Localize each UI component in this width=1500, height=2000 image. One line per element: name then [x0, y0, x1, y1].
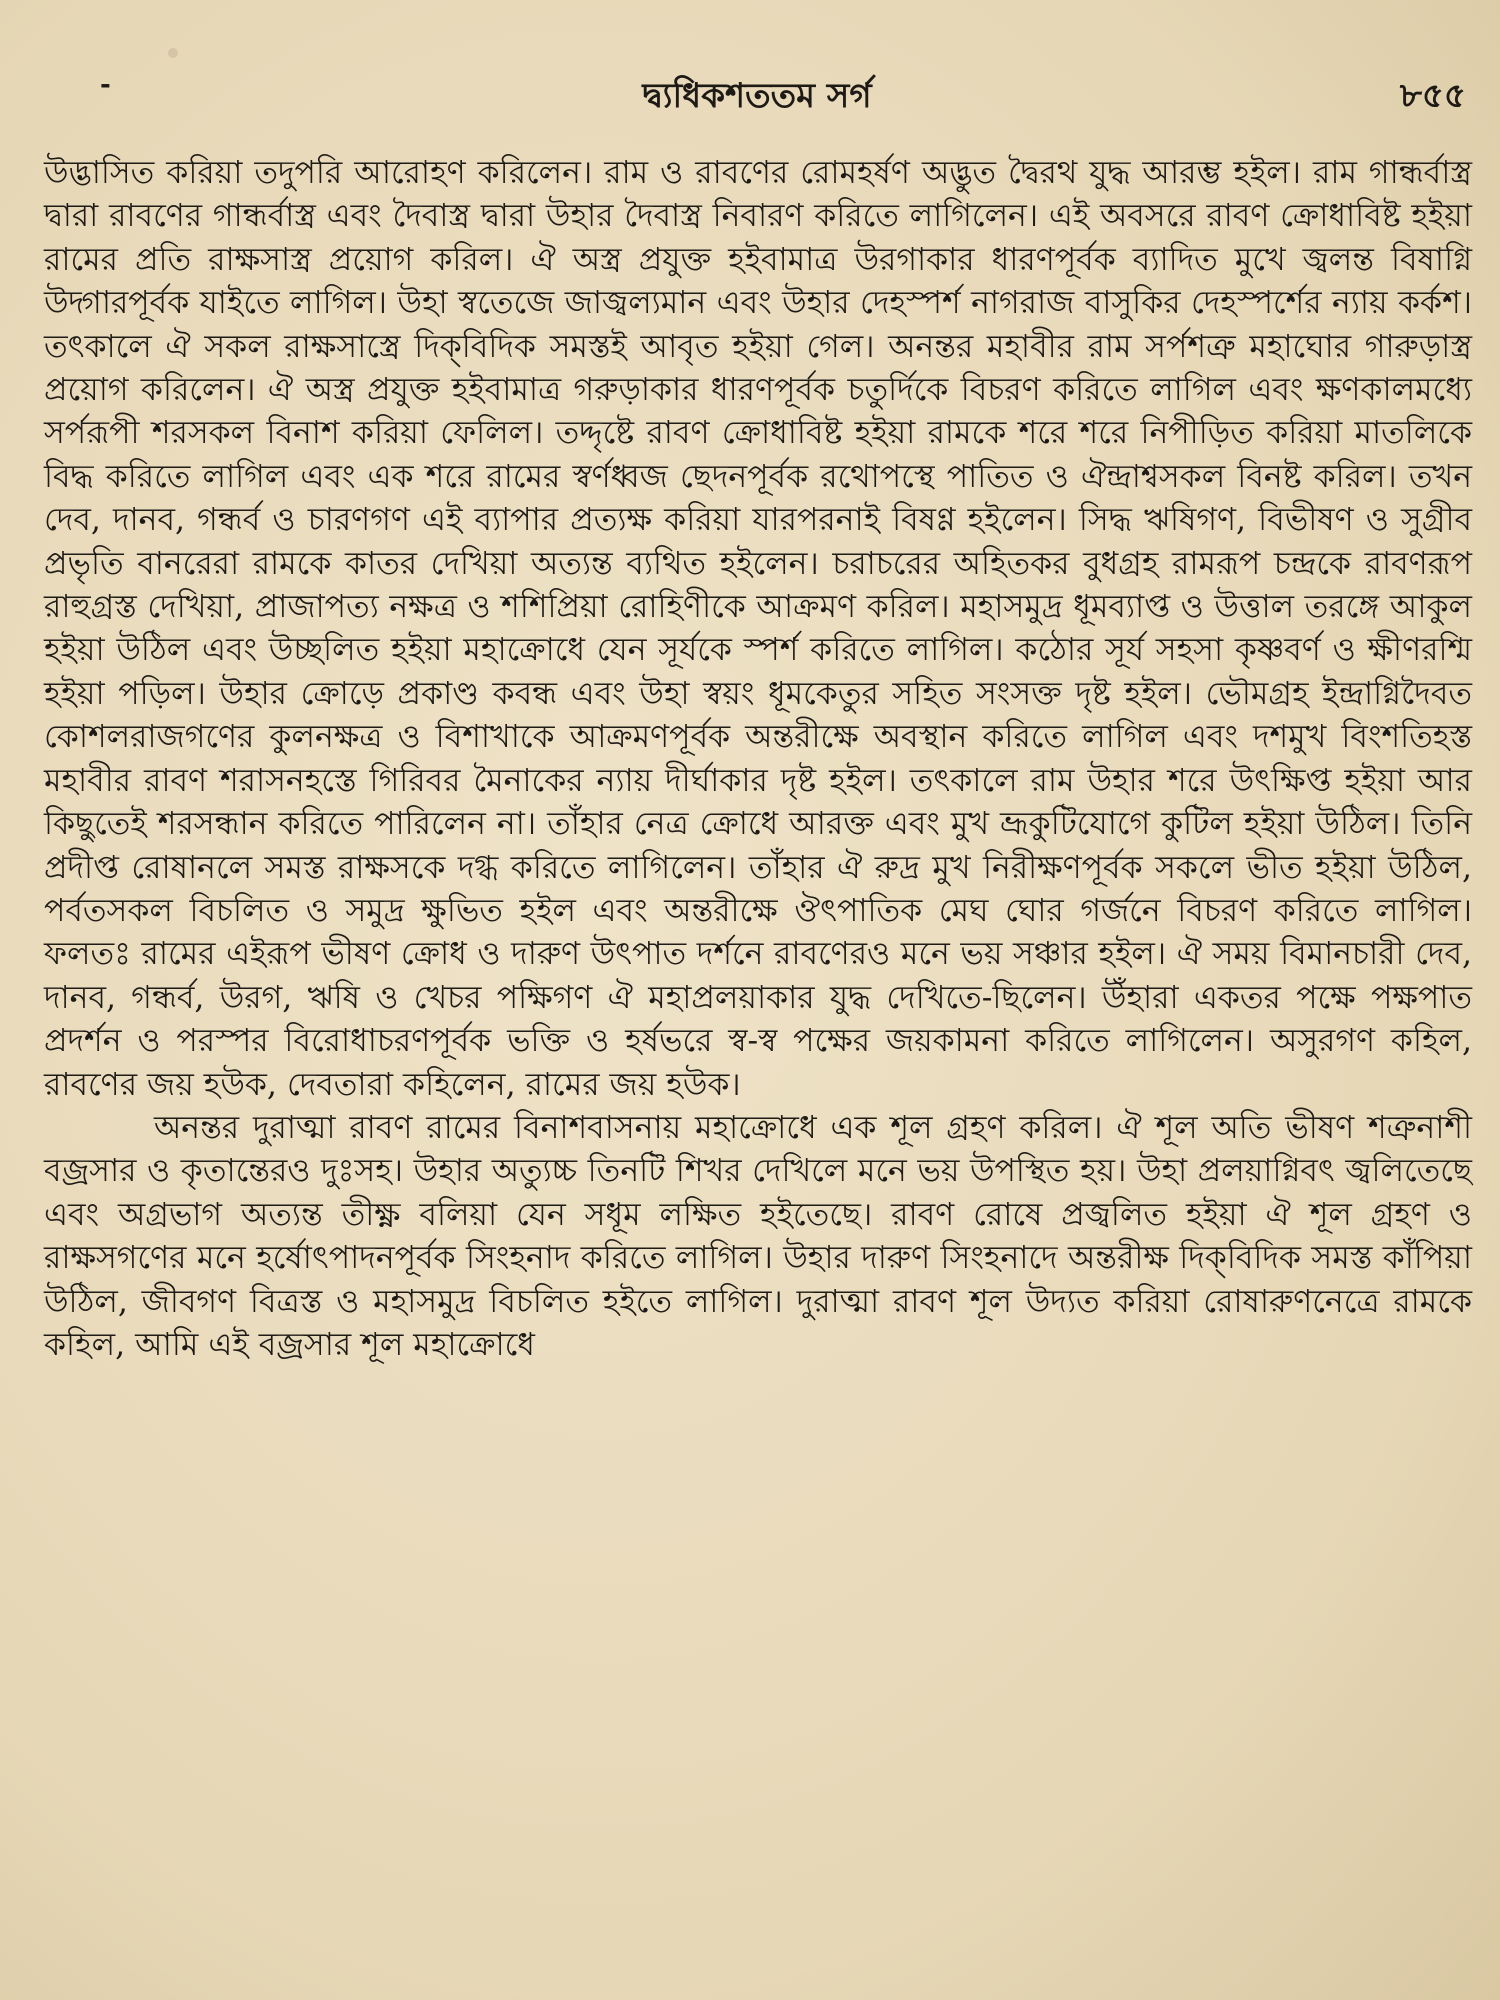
page-header [44, 62, 1470, 122]
header-dash: - [100, 70, 111, 100]
paragraph-2: অনন্তর দুরাত্মা রাবণ রামের বিনাশবাসনায় মহাক্রোধে এক শূল গ্রহণ করিল। ঐ শূল অতি ভীষণ শত্রুনাশী বজ্রসার ও কৃতান্তেরও দুঃসহ। উহার অত্যুচ্চ তিনটি শিখর দেখিলে মনে ভয় উপস্থিত হয়। উহা প্রলয়াগ্নিবৎ জ্বলিতেছে এবং অগ্রভাগ অত্যন্ত তীক্ষ্ণ বলিয়া যেন সধূম লক্ষিত হইতেছে। রাবণ রোষে প্রজ্বলিত হইয়া ঐ শূল গ্রহণ ও রাক্ষসগণের মনে হর্ষোৎপাদনপূর্বক সিংহনাদ করিতে লাগিল। উহার দারুণ সিংহনাদে অন্তরীক্ষ দিক্‌বিদিক সমস্ত কাঁপিয়া উঠিল, জীবগণ বিত্রস্ত ও মহাসমুদ্র বিচলিত হইতে লাগিল। দুরাত্মা রাবণ শূল উদ্যত করিয়া রোষারুণনেত্রে রামকে কহিল, আমি এই বজ্রসার শূল মহাক্রোধে [44, 1109, 1472, 1363]
paragraph-1: উদ্ভাসিত করিয়া তদুপরি আরোহণ করিলেন। রাম ও রাবণের রোমহর্ষণ অদ্ভুত দ্বৈরথ যুদ্ধ আরম্ভ হইল। রাম গান্ধর্বাস্ত্র দ্বারা রাবণের গান্ধর্বাস্ত্র এবং দৈবাস্ত্র দ্বারা উহার দৈবাস্ত্র নিবারণ করিতে লাগিলেন। এই অবসরে রাবণ ক্রোধাবিষ্ট হইয়া রামের প্রতি রাক্ষসাস্ত্র প্রয়োগ করিল। ঐ অস্ত্র প্রযুক্ত হইবামাত্র উরগাকার ধারণপূর্বক ব্যাদিত মুখে জ্বলন্ত বিষাগ্নি উদ্গারপূর্বক যাইতে লাগিল। উহা স্বতেজে জাজ্বল্যমান এবং উহার দেহস্পর্শ নাগরাজ বাসুকির দেহস্পর্শের ন্যায় কর্কশ। তৎকালে ঐ সকল রাক্ষসাস্ত্রে দিক্‌বিদিক সমস্তই আবৃত হইয়া গেল। অনন্তর মহাবীর রাম সর্পশত্রু মহাঘোর গারুড়াস্ত্র প্রয়োগ করিলেন। ঐ অস্ত্র প্রযুক্ত হইবামাত্র গরুড়াকার ধারণপূর্বক চতুর্দিকে বিচরণ করিতে লাগিল এবং ক্ষণকালমধ্যে সর্পরূপী শরসকল বিনাশ করিয়া ফেলিল। তদ্দৃষ্টে রাবণ ক্রোধাবিষ্ট হইয়া রামকে শরে শরে নিপীড়িত করিয়া মাতলিকে বিদ্ধ করিতে লাগিল এবং এক শরে রামের স্বর্ণধ্বজ ছেদনপূর্বক রথোপস্থে পাতিত ও ঐন্দ্রাশ্বসকল বিনষ্ট করিল। তখন দেব, দানব, গন্ধর্ব ও চারণগণ এই ব্যাপার প্রত্যক্ষ করিয়া যারপরনাই বিষণ্ণ হইলেন। সিদ্ধ ঋষিগণ, বিভীষণ ও সুগ্রীব প্রভৃতি বানরেরা রামকে কাতর দেখিয়া অত্যন্ত ব্যথিত হইলেন। চরাচরের অহিতকর বুধগ্রহ রামরূপ চন্দ্রকে রাবণরূপ রাহুগ্রস্ত দেখিয়া, প্রাজাপত্য নক্ষত্র ও শশিপ্রিয়া রোহিণীকে আক্রমণ করিল। মহাসমুদ্র ধূমব্যাপ্ত ও উত্তাল তরঙ্গে আকুল হইয়া উঠিল এবং উচ্ছলিত হইয়া মহাক্রোধে যেন সূর্যকে স্পর্শ করিতে লাগিল। কঠোর সূর্য সহসা কৃষ্ণবর্ণ ও ক্ষীণরশ্মি হইয়া পড়িল। উহার ক্রোড়ে প্রকাণ্ড কবন্ধ এবং উহা স্বয়ং ধূমকেতুর সহিত সংসক্ত দৃষ্ট হইল। ভৌমগ্রহ ইন্দ্রাগ্নিদৈবত কোশলরাজগণের কুলনক্ষত্র ও বিশাখাকে আক্রমণপূর্বক অন্তরীক্ষে অবস্থান করিতে লাগিল এবং দশমুখ বিংশতিহস্ত মহাবীর রাবণ শরাসনহস্তে গিরিবর মৈনাকের ন্যায় দীর্ঘাকার দৃষ্ট হইল। তৎকালে রাম উহার শরে উৎক্ষিপ্ত হইয়া আর কিছুতেই শরসন্ধান করিতে পারিলেন না। তাঁহার নেত্র ক্রোধে আরক্ত এবং মুখ ভ্রূকুটিযোগে কুটিল হইয়া উঠিল। তিনি প্রদীপ্ত রোষানলে সমস্ত রাক্ষসকে দগ্ধ করিতে লাগিলেন। তাঁহার ঐ রুদ্র মুখ নিরীক্ষণপূর্বক সকলে ভীত হইয়া উঠিল, পর্বতসকল বিচলিত ও সমুদ্র ক্ষুভিত হইল এবং অন্তরীক্ষে ঔৎপাতিক মেঘ ঘোর গর্জনে বিচরণ করিতে লাগিল। ফলতঃ রামের এইরূপ ভীষণ ক্রোধ ও দারুণ উৎপাত দর্শনে রাবণেরও মনে ভয় সঞ্চার হইল। ঐ সময় বিমানচারী দেব, দানব, গন্ধর্ব, উরগ, ঋষি ও খেচর পক্ষিগণ ঐ মহাপ্রলয়াকার যুদ্ধ দেখিতে-ছিলেন। উঁহারা একতর পক্ষে পক্ষপাত প্রদর্শন ও পরস্পর বিরোধাচরণপূর্বক ভক্তি ও হর্ষভরে স্ব-স্ব পক্ষের জয়কামনা করিতে লাগিলেন। অসুরগণ কহিল, রাবণের জয় হউক, দেবতারা কহিলেন, রামের জয় হউক। [44, 155, 1472, 1103]
paper-speck [168, 48, 178, 58]
body-text [44, 152, 1472, 1367]
page-number: ৮৫৫ [1399, 76, 1466, 116]
chapter-title: দ্ব্যধিকশততম সর্গ [642, 76, 872, 116]
